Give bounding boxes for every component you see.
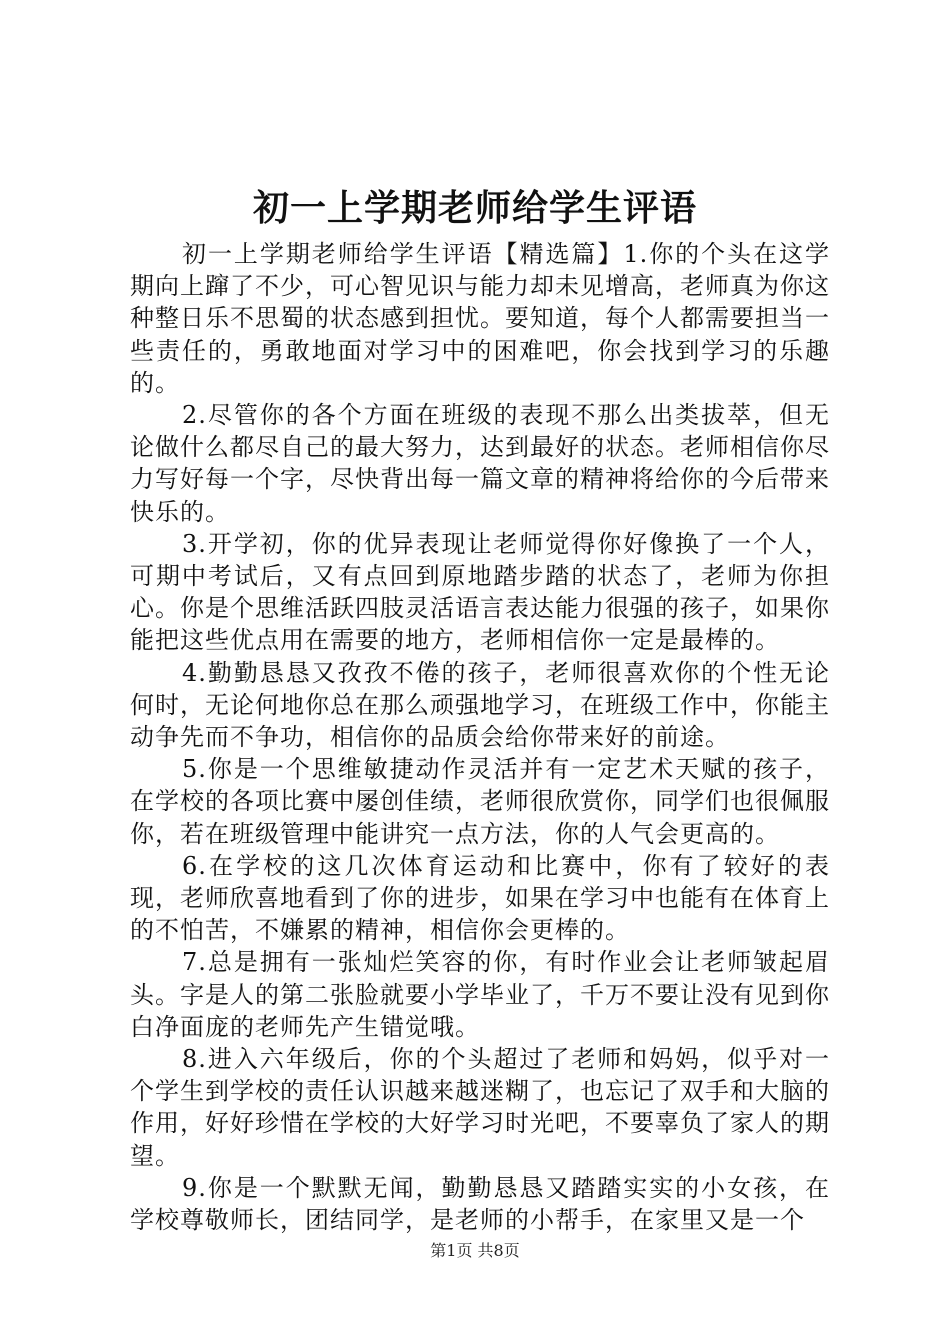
document-title: 初一上学期老师给学生评语 bbox=[252, 187, 697, 229]
paragraph-2: 2.尽管你的各个方面在班级的表现不那么出类拔萃，但无论做什么都尽自己的最大努力，达到最好的状态。老师相信你尽力写好每一个字，尽快背出每一篇文章的精神将给你的今后带来快乐的。 bbox=[130, 401, 830, 526]
paragraph-6: 6.在学校的这几次体育运动和比赛中，你有了较好的表现，老师欣喜地看到了你的进步，如果在学习中也能有在体育上的不怕苦，不嫌累的精神，相信你会更棒的。 bbox=[130, 851, 830, 945]
page-footer: 第1页 共8页 bbox=[430, 1241, 520, 1260]
document-body bbox=[130, 238, 830, 1236]
paragraph-5: 5.你是一个思维敏捷动作灵活并有一定艺术天赋的孩子，在学校的各项比赛中屡创佳绩，老师很欣赏你，同学们也很佩服你，若在班级管理中能讲究一点方法，你的人气会更高的。 bbox=[130, 755, 830, 848]
paragraph-9: 9.你是一个默默无闻，勤勤恳恳又踏踏实实的小女孩，在学校尊敬师长，团结同学，是老师的小帮手，在家里又是一个 bbox=[130, 1173, 830, 1235]
paragraph-3: 3.开学初，你的优异表现让老师觉得你好像换了一个人，可期中考试后，又有点回到原地踏步踏的状态了，老师为你担心。你是个思维活跃四肢灵活语言表达能力很强的孩子，如果你能把这些优点用在需要的地方，老师相信你一定是最棒的。 bbox=[130, 529, 830, 655]
paragraph-intro: 初一上学期老师给学生评语【精选篇】1.你的个头在这学期向上蹿了不少，可心智见识与能力却未见增高，老师真为你这种整日乐不思蜀的状态感到担忧。要知道，每个人都需要担当一些责任的，勇敢地面对学习中的困难吧，你会找到学习的乐趣的。 bbox=[130, 240, 830, 397]
paragraph-4: 4.勤勤恳恳又孜孜不倦的孩子，老师很喜欢你的个性无论何时，无论何地你总在那么顽强地学习，在班级工作中，你能主动争先而不争功，相信你的品质会给你带来好的前途。 bbox=[130, 658, 830, 752]
paragraph-7: 7.总是拥有一张灿烂笑容的你，有时作业会让老师皱起眉头。字是人的第二张脸就要小学毕业了，千万不要让没有见到你白净面庞的老师先产生错觉哦。 bbox=[130, 948, 830, 1041]
paragraph-8: 8.进入六年级后，你的个头超过了老师和妈妈，似乎对一个学生到学校的责任认识越来越迷糊了，也忘记了双手和大脑的作用，好好珍惜在学校的大好学习时光吧，不要辜负了家人的期望。 bbox=[130, 1045, 830, 1170]
